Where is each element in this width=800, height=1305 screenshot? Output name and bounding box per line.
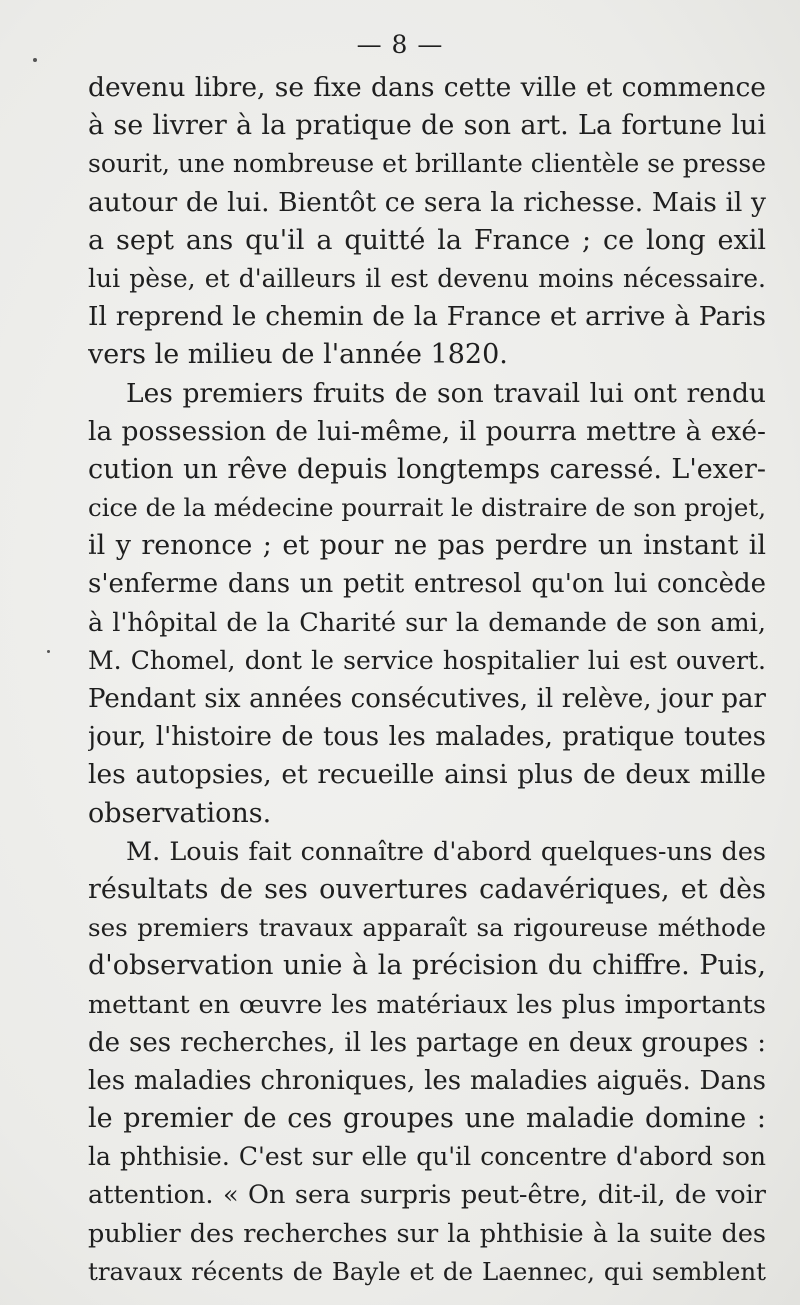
text-line: les autopsies, et recueille ainsi plus de deux mille [88, 759, 766, 791]
text-line: résultats de ses ouvertures cadavériques, et dès [88, 873, 766, 905]
text-line: sourit, une nombreuse et brillante clientèle se presse [88, 149, 766, 179]
text-line: M. Chomel, dont le service hospitalier lui est ouvert. [88, 645, 766, 675]
text-line: a sept ans qu'il a quitté la France ; ce long exil [88, 224, 766, 256]
paragraph [88, 833, 766, 1291]
text-line: la possession de lui-même, il pourra mettre à exé- [88, 415, 766, 447]
text-line: M. Louis fait connaître d'abord quelques-uns des [126, 836, 766, 867]
text-line: mettant en œuvre les matériaux les plus importants [88, 989, 766, 1020]
text-line: Pendant six années consécutives, il relève, jour par [88, 684, 766, 714]
text-line: Il reprend le chemin de la France et arrive à Paris [88, 301, 766, 333]
page-speck [47, 650, 50, 653]
text-line: jour, l'histoire de tous les malades, pratique toutes [88, 722, 766, 753]
text-line: d'observation unie à la précision du chiffre. Puis, [88, 950, 766, 982]
text-line: lui pèse, et d'ailleurs il est devenu moins nécessaire. [88, 263, 766, 293]
text-line: le premier de ces groupes une maladie domine : [88, 1103, 766, 1135]
text-line: Les premiers fruits de son travail lui ont rendu [126, 377, 766, 409]
paragraph [88, 69, 766, 375]
text-line: observations. [88, 797, 272, 829]
text-line: attention. « On sera surpris peut-être, dit-il, de voir [88, 1180, 766, 1211]
text-line: les maladies chroniques, les maladies aiguës. Dans [88, 1065, 766, 1096]
text-line: s'enferme dans un petit entresol qu'on lui concède [88, 569, 766, 600]
body-text [88, 69, 766, 1291]
text-line: de ses recherches, il les partage en deux groupes : [88, 1027, 766, 1058]
text-line: à l'hôpital de la Charité sur la demande de son ami, [88, 607, 766, 638]
text-line: cution un rêve depuis longtemps caressé. L'exer- [88, 453, 766, 485]
text-line: il y renonce ; et pour ne pas perdre un instant il [88, 530, 766, 562]
text-line: autour de lui. Bientôt ce sera la richesse. Mais il y [88, 186, 766, 218]
text-line: cice de la médecine pourrait le distraire de son projet, [88, 493, 766, 523]
text-line: ses premiers travaux apparaît sa rigoureuse méthode [88, 913, 766, 943]
text-line: publier des recherches sur la phthisie à la suite des [88, 1218, 766, 1249]
text-line: travaux récents de Bayle et de Laennec, qui semblent [88, 1256, 766, 1286]
text-line: devenu libre, se fixe dans cette ville et commence [88, 72, 766, 103]
page-number: — 8 — [356, 30, 444, 59]
paragraph [88, 375, 766, 833]
text-line: à se livrer à la pratique de son art. La fortune lui [88, 110, 766, 142]
text-line: la phthisie. C'est sur elle qu'il concentre d'abord son [88, 1142, 766, 1172]
text-line: vers le milieu de l'année 1820. [88, 339, 508, 371]
